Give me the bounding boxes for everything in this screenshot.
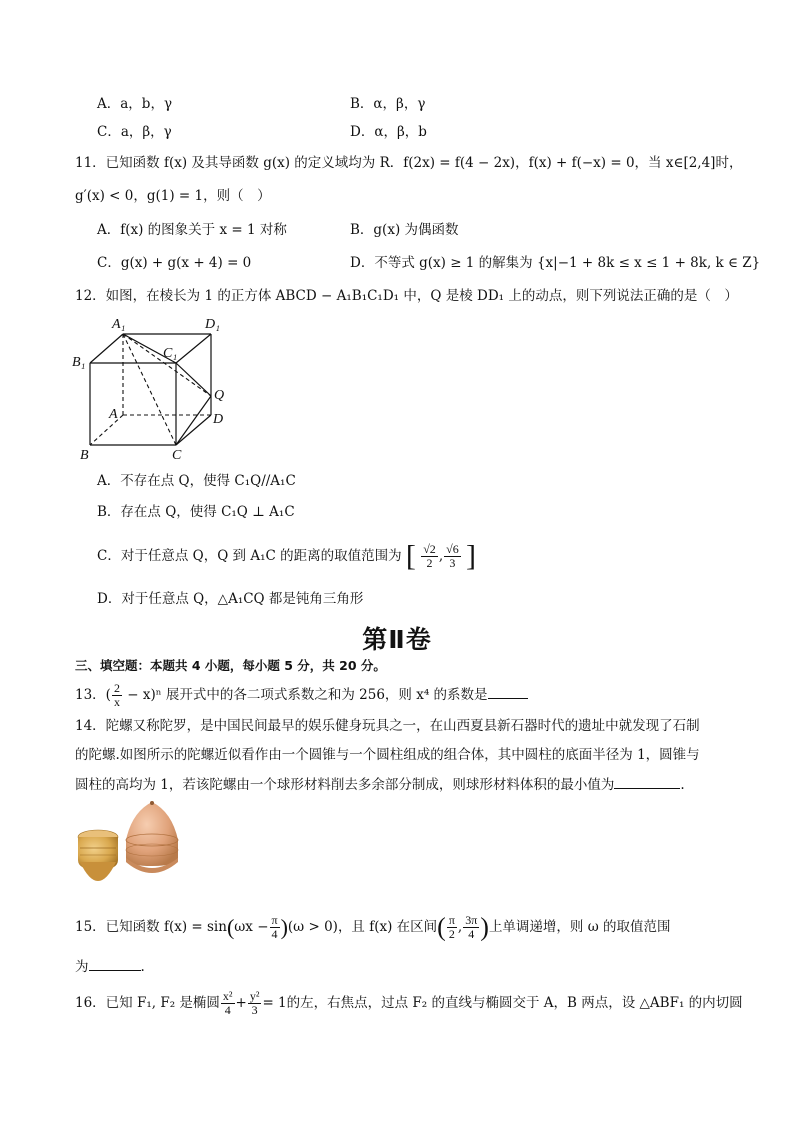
- q11-stem-line2: g′(x) < 0，g(1) = 1，则（ ）: [75, 188, 271, 204]
- wooden-top: [126, 801, 178, 873]
- q13-fraction: $\frac{2}{x}$: [113, 681, 120, 709]
- q13: 13．( $\frac{2}{x}$ − x)ⁿ 展开式中的各二项式系数之和为 256，则 x⁴ 的系数是: [75, 682, 528, 709]
- section-title: 第Ⅱ卷: [362, 625, 432, 654]
- label-a1: A₁: [112, 317, 126, 332]
- cube-figure: [70, 312, 240, 462]
- fill-in-heading: 三、填空题：本题共 4 小题，每小题 5 分，共 20 分。: [75, 658, 386, 673]
- spinning-top-photo: [70, 800, 190, 900]
- q15-pi-over-4: $\frac{\pi}{4}$: [271, 913, 278, 941]
- q10-option-c: C．a，β，γ: [97, 124, 172, 140]
- q10-option-d: D．α，β，b: [350, 124, 427, 140]
- q10-option-b: B．α，β，γ: [350, 96, 426, 112]
- q11-stem-line1: 11．已知函数 f(x) 及其导函数 g(x) 的定义域均为 R．f(2x) = f(4 − 2x)，f(x) + f(−x) = 0，当 x∈[2,4]时，: [75, 155, 743, 171]
- q13-answer-blank[interactable]: [488, 684, 528, 699]
- q14-line2: 的陀螺.如图所示的陀螺近似看作由一个圆锥与一个圆柱组成的组合体，其中圆柱的底面半径为 1，圆锥与: [75, 747, 700, 763]
- q14-line1: 14．陀螺又称陀罗，是中国民间最早的娱乐健身玩具之一，在山西夏县新石器时代的遗址中就发现了石制: [75, 718, 700, 734]
- q12-option-a: A．不存在点 Q，使得 C₁Q//A₁C: [97, 473, 296, 489]
- q16-line1: 16．已知 F₁, F₂ 是椭圆 $\frac{\text{x²}}{4}$ + $\frac{\text{y²}}{3}$ = 1的左，右焦点，过点 F₂ 的直线与椭圆交于 A，B 两点，设 △ABF₁ 的内切圆: [75, 989, 743, 1017]
- label-d1: D₁: [205, 317, 220, 332]
- q11-option-b: B．g(x) 为偶函数: [350, 222, 459, 238]
- q16-y2-over-3: $\frac{\text{y²}}{3}$: [249, 989, 260, 1017]
- q10-option-a: A．a，b，γ: [97, 96, 173, 112]
- label-q: Q: [214, 388, 225, 403]
- q12-range-high: $\frac{√6}{3}$: [446, 542, 459, 570]
- q11-option-c: C．g(x) + g(x + 4) = 0: [97, 255, 252, 271]
- yellow-top: [78, 830, 118, 881]
- q15-answer-blank[interactable]: [89, 956, 141, 971]
- label-d: D: [213, 412, 224, 427]
- q15-line1: 15．已知函数 f(x) = sin(ωx − $\frac{\pi}{4}$ )(ω > 0)，且 f(x) 在区间( $\frac{\pi}{2}$ , $\frac{3\pi}{4}$ )上单调递增，则 ω 的取值范围: [75, 912, 671, 942]
- q15-interval-high: $\frac{3\pi}{4}$: [465, 913, 478, 941]
- q16-x2-over-4: $\frac{\text{x²}}{4}$: [222, 989, 233, 1017]
- q11-option-d: D．不等式 g(x) ≥ 1 的解集为 {x|−1 + 8k ≤ x ≤ 1 + 8k, k ∈ Z}: [350, 255, 761, 271]
- label-a: A: [109, 407, 118, 422]
- q12-stem: 12．如图，在棱长为 1 的正方体 ABCD − A₁B₁C₁D₁ 中，Q 是棱 DD₁ 上的动点，则下列说法正确的是（ ）: [75, 288, 738, 304]
- label-b1: B₁: [72, 355, 86, 370]
- q12-option-b: B．存在点 Q，使得 C₁Q ⊥ A₁C: [97, 504, 295, 520]
- q12-option-c: C．对于任意点 Q，Q 到 A₁C 的距离的取值范围为 [ $\frac{√2}{2}$ , $\frac{√6}{3}$ ]: [97, 539, 476, 573]
- q15-line2: 为 .: [75, 956, 145, 977]
- q15-interval-low: $\frac{\pi}{2}$: [448, 913, 455, 941]
- label-c: C: [172, 448, 182, 462]
- q12-range-low: $\frac{√2}{2}$: [423, 542, 436, 570]
- label-c1: C₁: [163, 346, 178, 361]
- q11-option-a: A．f(x) 的图象关于 x = 1 对称: [97, 222, 287, 238]
- q14-answer-blank[interactable]: [614, 774, 680, 789]
- q12-option-c-text: C．对于任意点 Q，Q 到 A₁C 的距离的取值范围为: [97, 548, 402, 564]
- q14-line3: 圆柱的高均为 1，若该陀螺由一个球形材料削去多余部分制成，则球形材料体积的最小值为 .: [75, 774, 685, 795]
- q12-option-d: D．对于任意点 Q，△A₁CQ 都是钝角三角形: [97, 591, 364, 607]
- label-b: B: [80, 448, 89, 462]
